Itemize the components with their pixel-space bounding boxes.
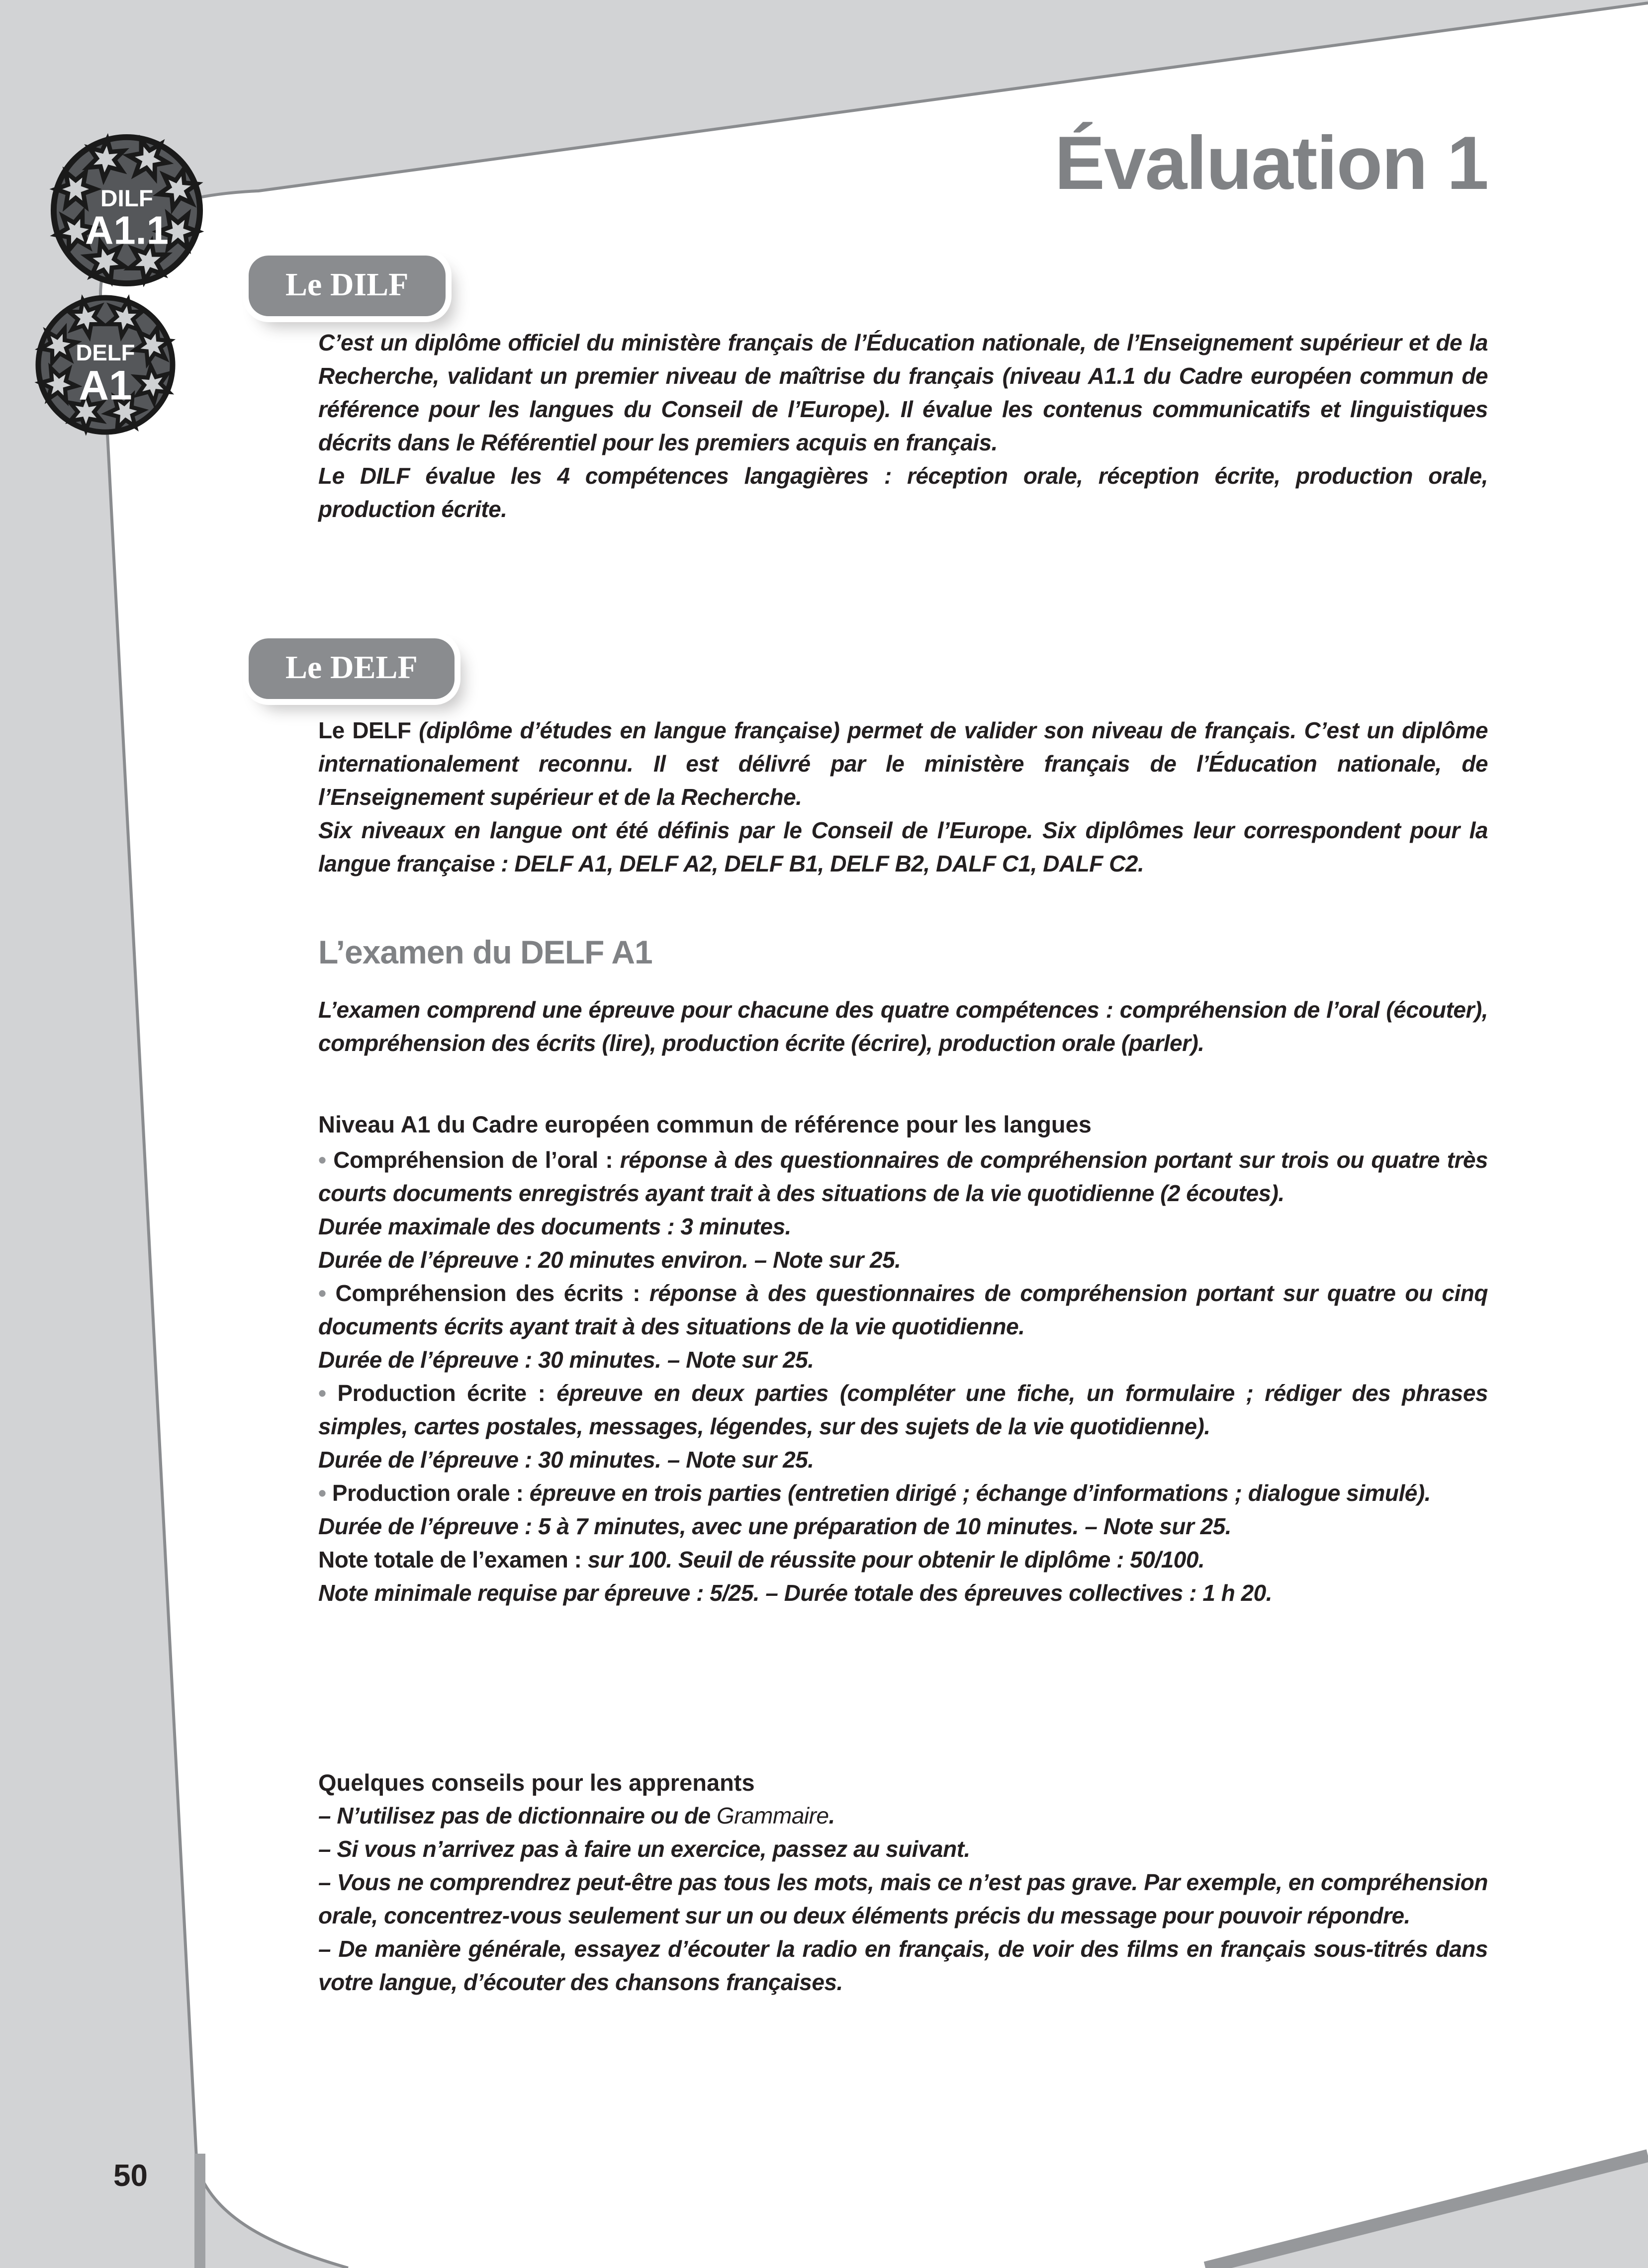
dilf-paragraph: C’est un diplôme officiel du ministère français de l’Éducation nationale, de l’Enseignement supérieur et de la Recherche, validant un premier niveau de maîtrise du français (niveau A1.1 du Cadre européen commun de référence pour les langues du Conseil de l’Europe). Il évalue les contenus communicatifs et linguistiques décrits dans le Référentiel pour les premiers acquis en français. xyxy=(318,330,1488,455)
note-line: Durée de l’épreuve : 5 à 7 minutes, avec une préparation de 10 minutes. – Note sur 25. xyxy=(318,1513,1232,1539)
bullet-icon: • xyxy=(318,1480,326,1506)
exam-item xyxy=(318,1477,1488,1510)
conseils-item-text: – N’utilisez pas de dictionnaire ou de xyxy=(318,1803,717,1829)
note-line: Durée de l’épreuve : 30 minutes. – Note sur 25. xyxy=(318,1447,814,1473)
bullet-icon: • xyxy=(318,1147,326,1173)
bullet-icon: • xyxy=(318,1380,326,1406)
exam-item-desc: réponse à des questionnaires de compréhension portant sur quatre ou cinq documents écrits ayant trait à des situations de la vie quotidienne. xyxy=(318,1280,1488,1339)
exam-intro-paragraph: L’examen comprend une épreuve pour chacune des quatre compétences : compréhension de l’oral (écouter), compréhension des écrits (lire), production écrite (écrire), production orale (parler). xyxy=(318,997,1488,1056)
exam-item xyxy=(318,1277,1488,1343)
delf-rest: (diplôme d’études en langue française) permet de valider son niveau de français. C’est un diplôme internationalement reconnu. Il est délivré par le ministère français de l’Éducation nationale, de l’Enseignement supérieur et de la Recherche. xyxy=(318,717,1488,810)
badge-name: DELF xyxy=(76,340,135,365)
note-line: Durée maximale des documents : 3 minutes. xyxy=(318,1214,791,1239)
conseils-item-text: . xyxy=(828,1803,835,1829)
page-number: 50 xyxy=(113,2159,148,2193)
exam-intro xyxy=(318,993,1488,1060)
dilf-paragraph: Le DILF évalue les 4 compétences langagières : réception orale, réception écrite, production orale, production écrite. xyxy=(318,463,1488,522)
delf-paragraph: Six niveaux en langue ont été définis par le Conseil de l’Europe. Six diplômes leur correspondent pour la langue française : DELF A1, DELF A2, DELF B1, DELF B2, DALF C1, DALF C2. xyxy=(318,817,1488,876)
conseils-item: – De manière générale, essayez d’écouter la radio en français, de voir des films en français sous-titrés dans votre langue, d’écouter des chansons françaises. xyxy=(318,1936,1488,1995)
note-line: Durée de l’épreuve : 20 minutes environ. – Note sur 25. xyxy=(318,1247,901,1273)
badge-name: DILF xyxy=(100,185,153,212)
exam-item-lead: Compréhension des écrits : xyxy=(335,1280,641,1306)
exam-item xyxy=(318,1143,1488,1210)
exam-items xyxy=(318,1143,1488,1610)
page-title: Évaluation 1 xyxy=(1054,121,1488,205)
delf-paragraph xyxy=(318,714,1488,814)
dilf-section-label: Le DILF xyxy=(249,256,446,316)
conseils-item-em: Grammaire xyxy=(717,1803,829,1829)
exam-item-desc: épreuve en trois parties (entretien dirigé ; échange d’informations ; dialogue simulé). xyxy=(529,1480,1431,1506)
exam-total-line xyxy=(318,1543,1488,1576)
exam-item xyxy=(318,1377,1488,1443)
conseils-heading: Quelques conseils pour les apprenants xyxy=(318,1769,755,1796)
exam-heading: L’examen du DELF A1 xyxy=(318,934,652,970)
exam-item-lead: Compréhension de l’oral : xyxy=(333,1147,613,1173)
dilf-badge xyxy=(48,131,206,289)
conseils-item: – Si vous n’arrivez pas à faire un exercice, passez au suivant. xyxy=(318,1836,970,1862)
spine-bar xyxy=(194,2154,205,2268)
exam-item-lead: Production écrite : xyxy=(337,1380,546,1406)
conseils-item xyxy=(318,1799,1488,1832)
exam-item-desc: réponse à des questionnaires de compréhension portant sur trois ou quatre très courts documents enregistrés ayant trait à des situations de la vie quotidienne (2 écoutes). xyxy=(318,1147,1488,1206)
dilf-description xyxy=(318,326,1488,526)
delf-lead: Le DELF xyxy=(318,717,411,743)
bullet-icon: • xyxy=(318,1280,326,1306)
conseils-item: – Vous ne comprendrez peut-être pas tous les mots, mais ce n’est pas grave. Par exemple, en compréhension orale, concentrez-vous seulement sur un ou deux éléments précis du message pour pouvoir répondre. xyxy=(318,1869,1488,1928)
exam-minimum-line: Note minimale requise par épreuve : 5/25. – Durée totale des épreuves collectives : 1 h 20. xyxy=(318,1580,1273,1606)
delf-badge xyxy=(33,292,178,437)
exam-total-rest: sur 100. Seuil de réussite pour obtenir le diplôme : 50/100. xyxy=(581,1547,1205,1572)
note-line: Durée de l’épreuve : 30 minutes. – Note sur 25. xyxy=(318,1347,814,1373)
niveau-heading: Niveau A1 du Cadre européen commun de référence pour les langues xyxy=(318,1111,1092,1137)
exam-total-lead: Note totale de l’examen : xyxy=(318,1547,582,1572)
delf-section-label: Le DELF xyxy=(249,638,455,699)
exam-item-desc: épreuve en deux parties (compléter une fiche, un formulaire ; rédiger des phrases simples, cartes postales, messages, légendes, sur des sujets de la vie quotidienne). xyxy=(318,1380,1488,1439)
delf-description xyxy=(318,714,1488,880)
badge-level: A1.1 xyxy=(85,208,169,253)
exam-item-lead: Production orale : xyxy=(332,1480,524,1506)
badge-level: A1 xyxy=(79,361,132,409)
conseils-list xyxy=(318,1799,1488,1999)
